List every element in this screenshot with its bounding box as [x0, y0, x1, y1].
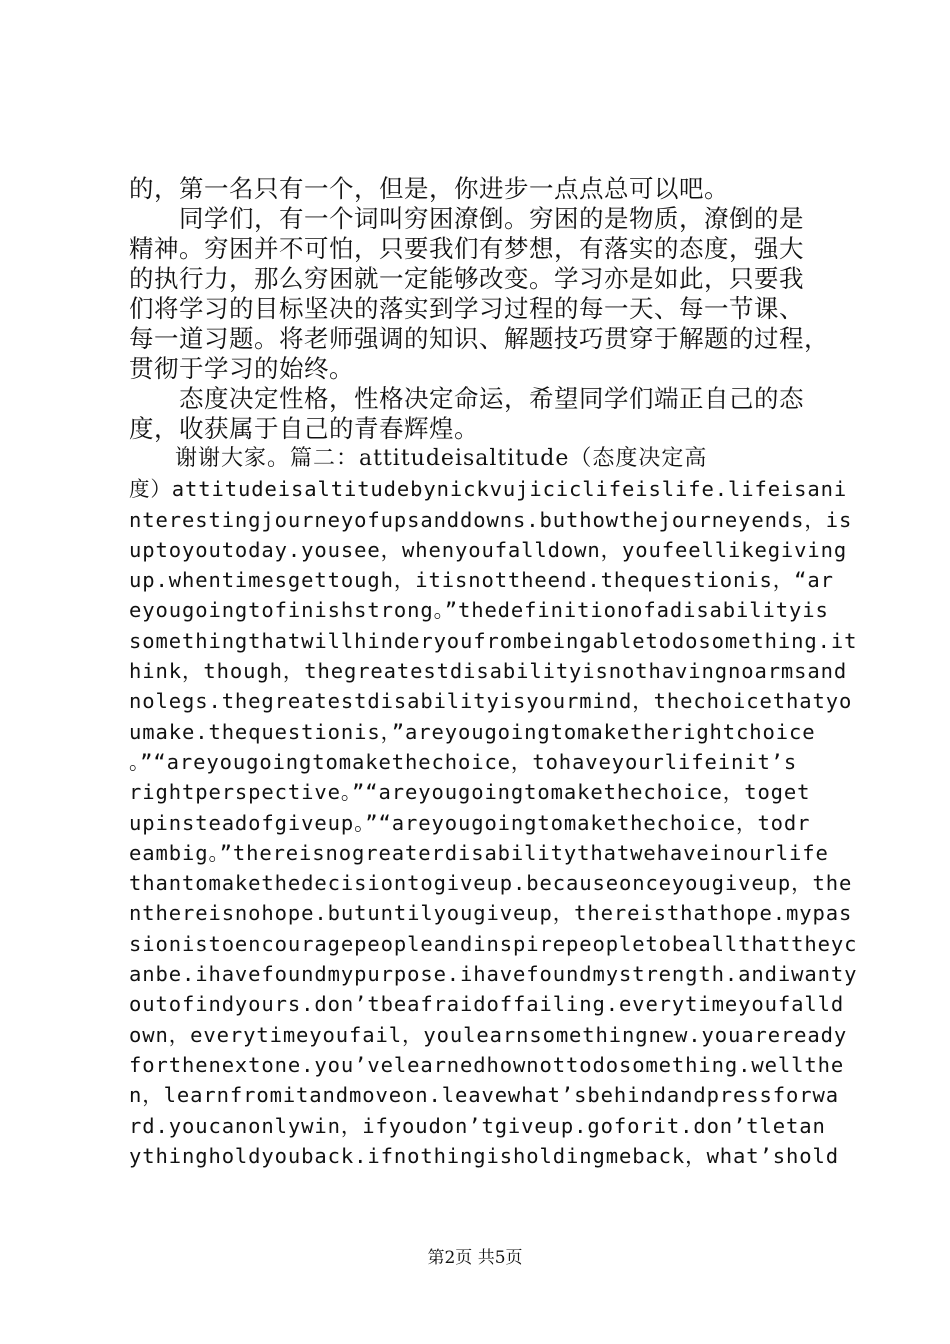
text-line: 度，收获属于自己的青春辉煌。 [129, 414, 479, 443]
text-line: rightperspective。”“areyougoingtomakethechoice，toget [129, 780, 811, 805]
text-line: 态度决定性格，性格决定命运，希望同学们端正自己的态 [129, 384, 804, 413]
text-line: nterestingjourneyofupsanddowns.buthowthejourneyends，is [129, 507, 853, 532]
text-line: uptoyoutoday.yousee，whenyoufalldown，youfeellikegiving [129, 537, 848, 562]
text-line: 同学们，有一个词叫穷困潦倒。穷困的是物质，潦倒的是 [129, 204, 804, 233]
text-line: up.whentimesgettough，itisnottheend.thequestionis，“ar [129, 568, 834, 593]
text-line: upinsteadofgiveup。”“areyougoingtomakethechoice，todr [129, 810, 811, 835]
text-line: sionistoencouragepeopleandinspirepeopletobeallthattheyc [129, 931, 858, 956]
text-line: 。”“areyougoingtomakethechoice，tohaveyourlifeinit’s [129, 749, 798, 774]
text-line: 的执行力，那么穷困就一定能够改变。学习亦是如此，只要我 [129, 264, 804, 293]
text-line: somethingthatwillhinderyoufrombeingabletodosomething.it [129, 628, 858, 653]
text-line: nthereisnohope.butuntilyougiveup，thereisthathope.mypas [129, 901, 853, 926]
text-line: 们将学习的目标坚决的落实到学习过程的每一天、每一节课、 [129, 294, 804, 323]
text-line: 的，第一名只有一个，但是，你进步一点点总可以吧。 [129, 174, 729, 203]
text-line: umake.thequestionis，”areyougoingtomaketherightchoice [129, 719, 816, 744]
text-line: nolegs.thegreatestdisabilityisyourmind，thechoicethatyo [129, 689, 853, 714]
text-line: 每一道习题。将老师强调的知识、解题技巧贯穿于解题的过程， [129, 324, 829, 353]
text-line: anbe.ihavefoundmypurpose.ihavefoundmystrength.andiwanty [129, 962, 858, 987]
text-line: own，everytimeyoufail，youlearnsomethingnew.youareready [129, 1022, 848, 1047]
text-line: ythingholdyouback.ifnothingisholdingmeback，what’shold [129, 1143, 839, 1168]
text-line: eambig。”thereisnogreaterdisabilitythatwehaveinourlife [129, 840, 829, 865]
text-line: hink，though，thegreatestdisabilityisnothavingnoarmsand [129, 659, 848, 684]
text-line: 度）attitudeisaltitudebynickvujiciclifeislife.lifeisani [129, 477, 848, 502]
text-line: 贯彻于学习的始终。 [129, 354, 354, 383]
text-line: eyougoingtofinishstrong。”thedefinitionofadisabilityis [129, 598, 829, 623]
text-line: 谢谢大家。篇二：attitudeisaltitude（态度决定高 [129, 446, 708, 471]
text-line: rd.youcanonlywin，ifyoudon’tgiveup.goforit.don’tletan [129, 1113, 826, 1138]
body-text [129, 174, 858, 1171]
page-number: 第2页 共5页 [427, 1248, 523, 1268]
text-line: outofindyours.don’tbeafraidoffailing.everytimeyoufalld [129, 992, 845, 1017]
text-line: forthenextone.you’velearnedhownottodosomething.wellthe [129, 1052, 845, 1077]
text-line: n，learnfromitandmoveon.leavewhat’sbehindandpressforwa [129, 1083, 839, 1108]
text-line: thantomakethedecisiontogiveup.becauseonceyougiveup，the [129, 871, 853, 896]
text-line: 精神。穷困并不可怕，只要我们有梦想，有落实的态度，强大 [129, 234, 804, 263]
